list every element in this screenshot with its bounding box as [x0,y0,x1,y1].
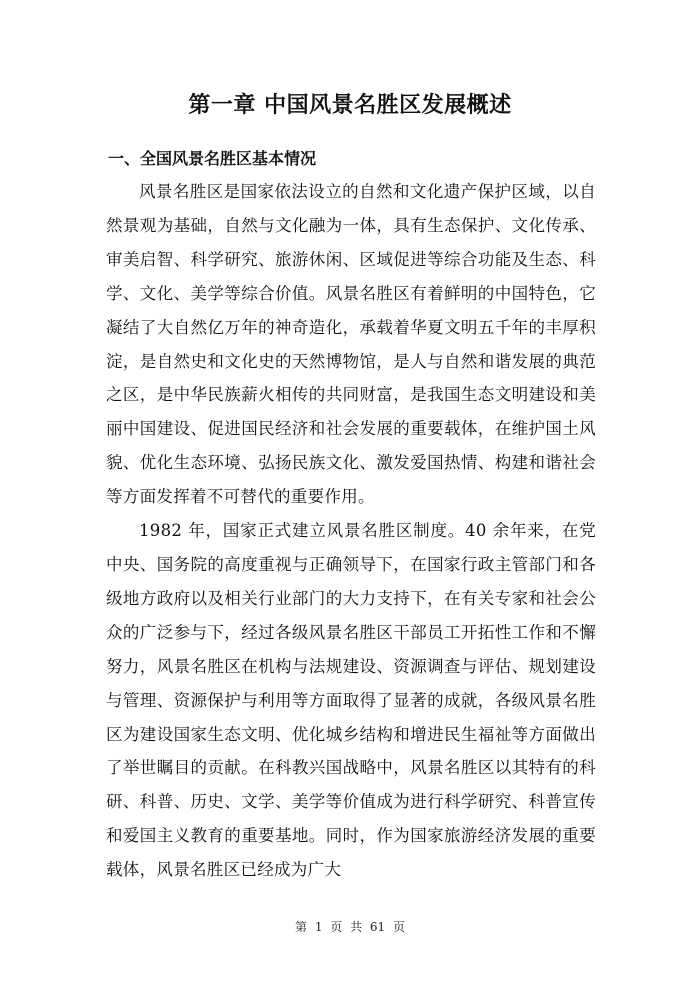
page-number-footer: 第 1 页 共 61 页 [295,920,405,934]
paragraph-2: 1982 年，国家正式建立风景名胜区制度。40 余年来，在党中央、国务院的高度重视与正确领导下，在国家行政主管部门和各级地方政府以及相关行业部门的大力支持下，在有关专家和社会公众的广泛参与下，经过各级风景名胜区干部员工开拓性工作和不懈努力，风景名胜区在机构与法规建设、资源调查与评估、规划建设与管理、资源保护与利用等方面取得了显著的成就，各级风景名胜区为建设国家生态文明、优化城乡结构和增进民生福祉等方面做出了举世瞩目的贡献。在科教兴国战略中，风景名胜区以其特有的科研、科普、历史、文学、美学等价值成为进行科学研究、科普宣传和爱国主义教育的重要基地。同时，作为国家旅游经济发展的重要载体，风景名胜区已经成为广大 [106,521,596,880]
section-heading: 一、全国风景名胜区基本情况 [108,149,317,168]
paragraph-1: 风景名胜区是国家依法设立的自然和文化遗产保护区域，以自然景观为基础，自然与文化融为一体，具有生态保护、文化传承、审美启智、科学研究、旅游休闲、区域促进等综合功能及生态、科学、文化、美学等综合价值。风景名胜区有着鲜明的中国特色，它凝结了大自然亿万年的神奇造化，承载着华夏文明五千年的丰厚积淀，是自然史和文化史的天然博物馆，是人与自然和谐发展的典范之区，是中华民族薪火相传的共同财富，是我国生态文明建设和美丽中国建设、促进国民经济和社会发展的重要载体，在维护国土风貌、优化生态环境、弘扬民族文化、激发爱国热情、构建和谐社会等方面发挥着不可替代的重要作用。 [106,182,596,507]
chapter-title: 第一章 中国风景名胜区发展概述 [188,92,512,118]
body-text [106,175,596,887]
